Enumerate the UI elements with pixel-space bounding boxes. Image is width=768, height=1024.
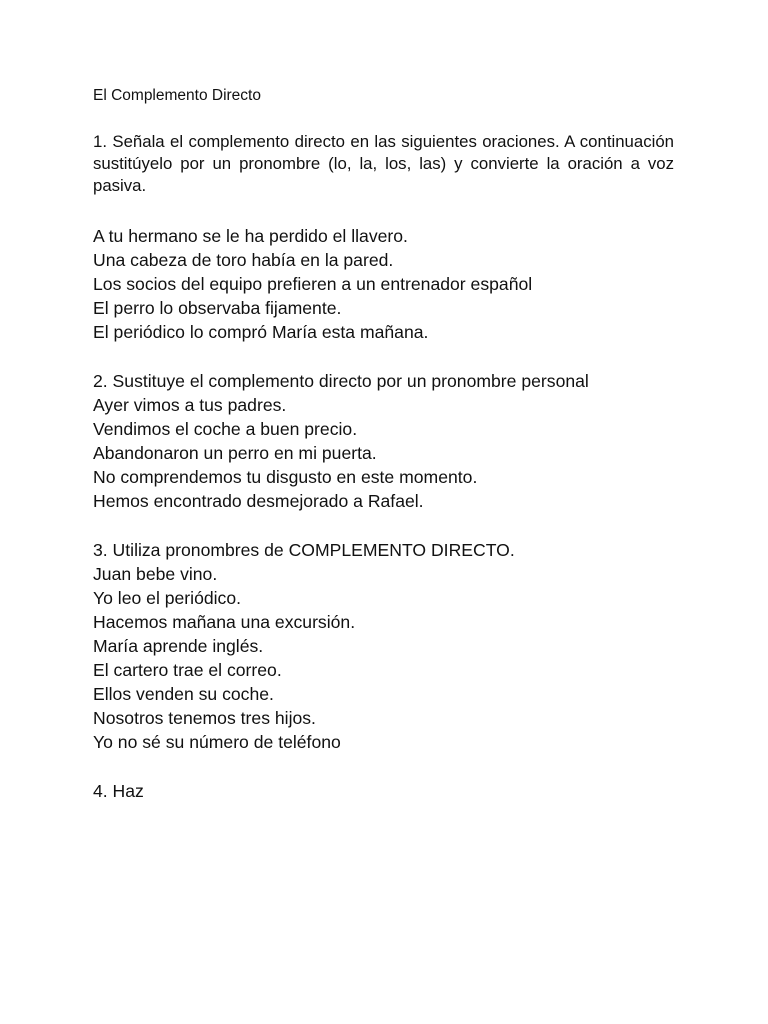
exercise-1-sentence: El perro lo observaba fijamente. (93, 298, 342, 318)
exercise-3-sentence: El cartero trae el correo. (93, 660, 282, 680)
exercise-1-sentence: El periódico lo compró María esta mañana. (93, 322, 429, 342)
exercise-4 (93, 779, 693, 803)
exercise-1-sentence: Una cabeza de toro había en la pared. (93, 250, 394, 270)
document-title: El Complemento Directo (93, 87, 261, 104)
exercise-2-heading: 2. Sustituye el complemento directo por un pronombre personal (93, 371, 589, 391)
exercise-1-sentence: Los socios del equipo prefieren a un entrenador español (93, 274, 533, 294)
exercise-1-sentences (93, 224, 693, 344)
exercise-3-sentence: Yo no sé su número de teléfono (93, 732, 341, 752)
exercise-3-sentence: Nosotros tenemos tres hijos. (93, 708, 316, 728)
exercise-3-sentence: Ellos venden su coche. (93, 684, 274, 704)
exercise-3 (93, 538, 693, 754)
exercise-4-heading: 4. Haz (93, 781, 144, 801)
exercise-2-sentence: No comprendemos tu disgusto en este momento. (93, 467, 478, 487)
exercise-2-sentence: Hemos encontrado desmejorado a Rafael. (93, 491, 424, 511)
exercise-3-sentence: Hacemos mañana una excursión. (93, 612, 356, 632)
exercise-2 (93, 369, 693, 513)
exercise-2-sentence: Ayer vimos a tus padres. (93, 395, 287, 415)
exercise-1-instruction: 1. Señala el complemento directo en las siguientes oraciones. A continuación sustitúyelo por un pronombre (lo, la, los, las) y convierte la oración a voz pasiva. (93, 132, 674, 195)
exercise-2-sentence: Abandonaron un perro en mi puerta. (93, 443, 377, 463)
exercise-3-sentence: Juan bebe vino. (93, 564, 218, 584)
exercise-1-sentence: A tu hermano se le ha perdido el llavero. (93, 226, 408, 246)
exercise-3-sentence: María aprende inglés. (93, 636, 264, 656)
exercise-3-sentence: Yo leo el periódico. (93, 588, 242, 608)
exercise-3-heading: 3. Utiliza pronombres de COMPLEMENTO DIRECTO. (93, 540, 515, 560)
exercise-2-sentence: Vendimos el coche a buen precio. (93, 419, 358, 439)
